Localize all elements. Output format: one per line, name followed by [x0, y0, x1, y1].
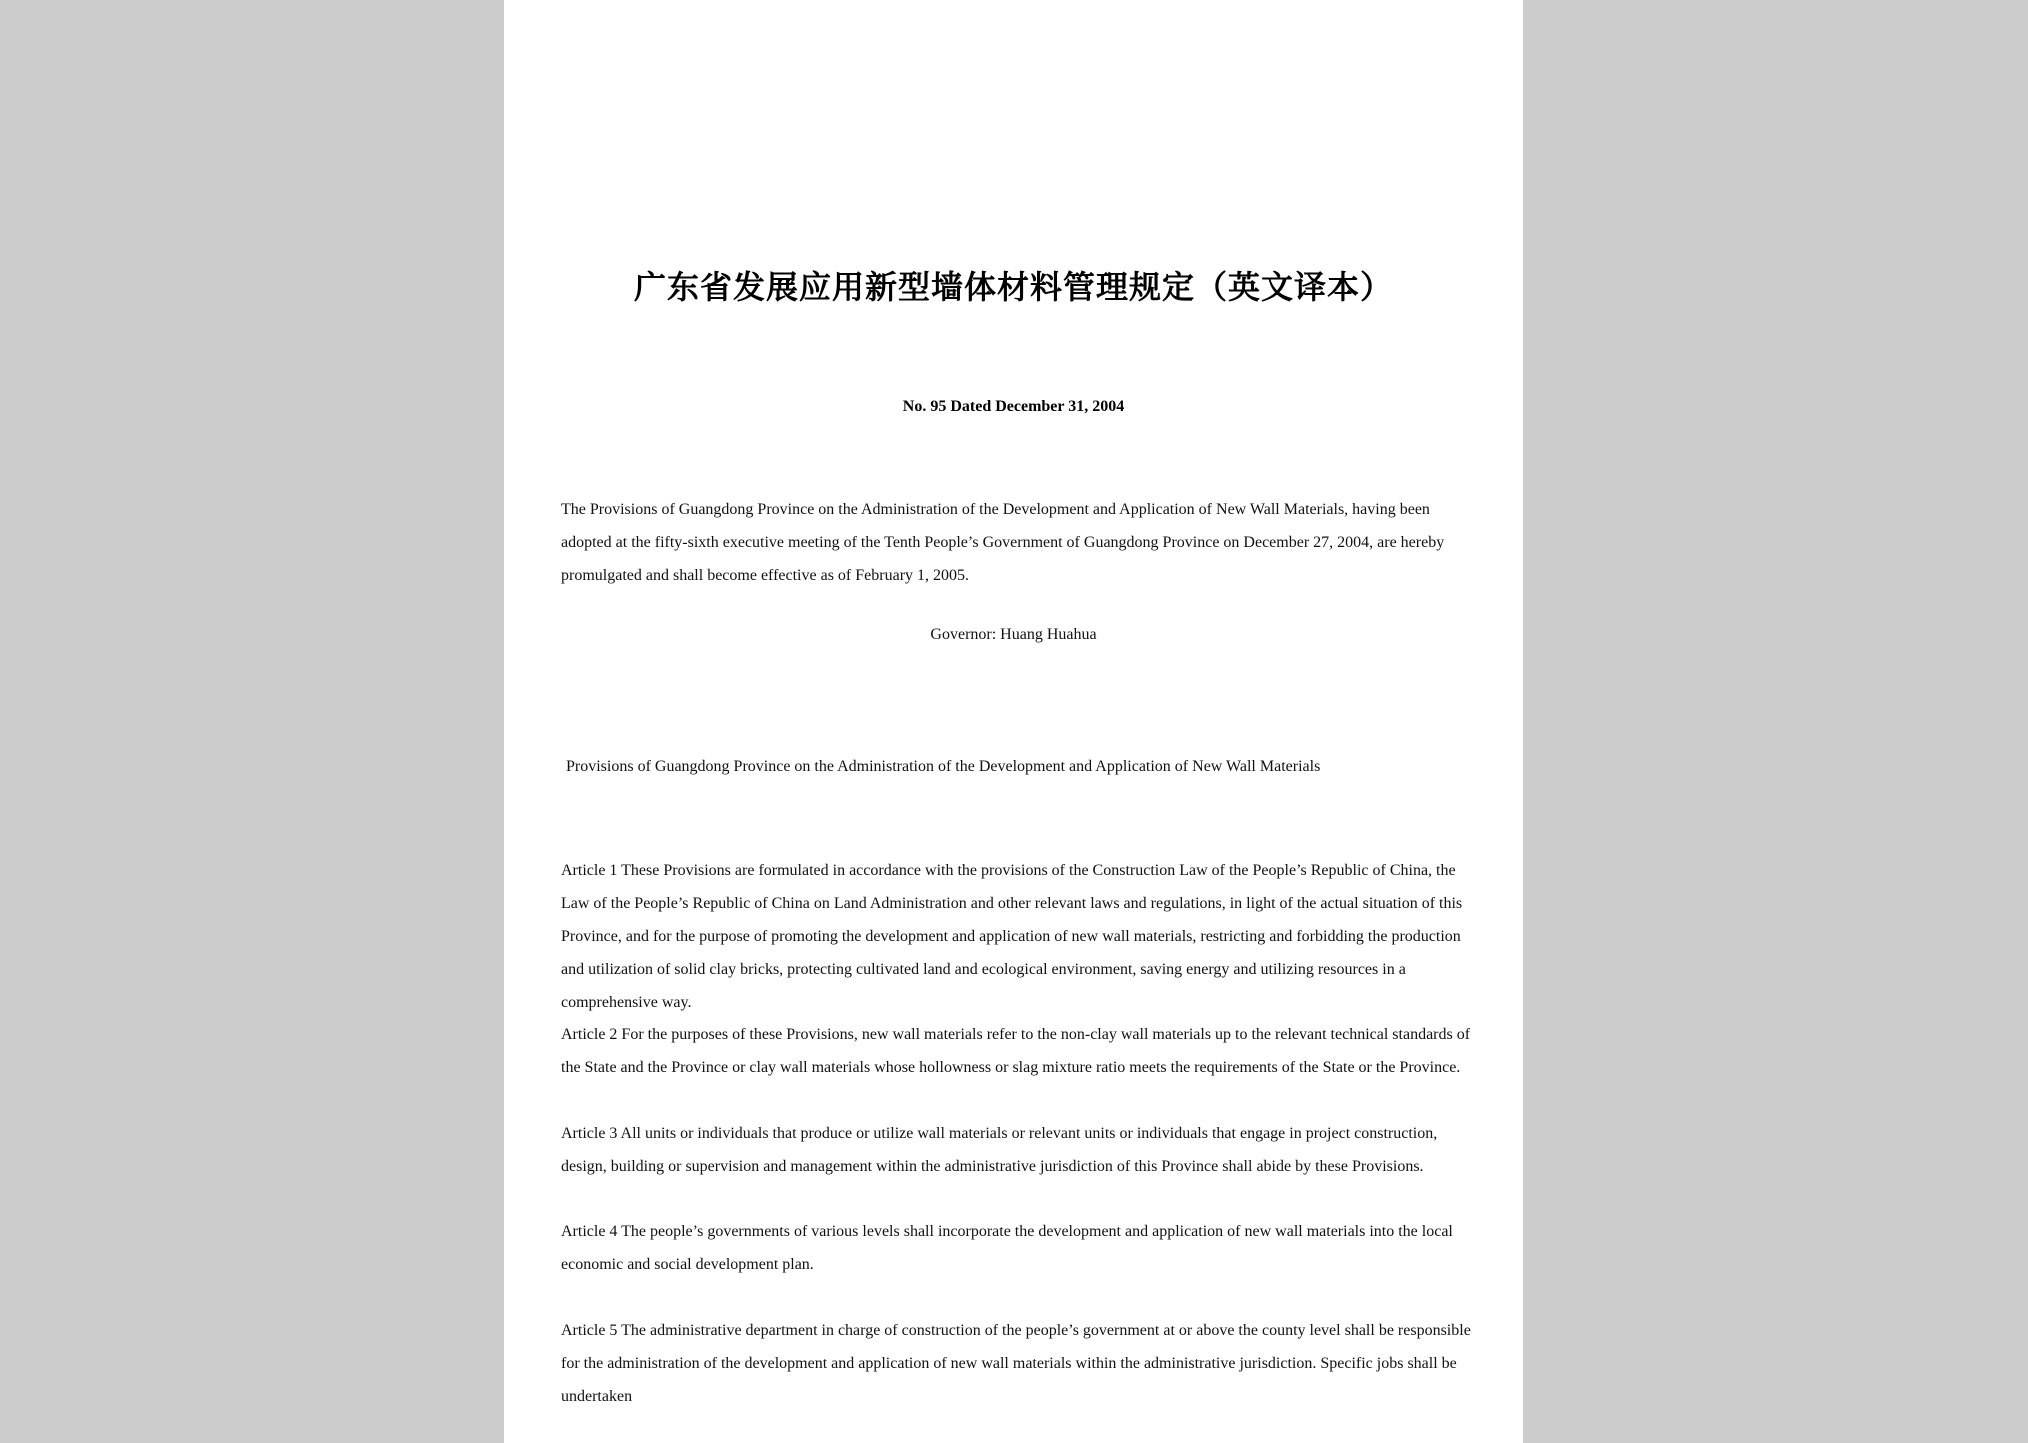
- document-title: 广东省发展应用新型墙体材料管理规定（英文译本）: [633, 268, 1393, 306]
- article-2: Article 2 For the purposes of these Provisions, new wall materials refer to the non-clay wall materials up to the relevant technical standards of the State and the Province or clay wall materials whose hollowness or slag mixture ratio meets the requirements of the State or the Province.: [561, 1026, 1471, 1076]
- document-page: [504, 0, 1523, 1443]
- governor-signature: Governor: Huang Huahua: [930, 626, 1097, 643]
- document-number: No. 95 Dated December 31, 2004: [902, 398, 1125, 415]
- article-5: Article 5 The administrative department in charge of construction of the people’s government at or above the county level shall be responsible for the administration of the development and application of new wall materials within the administrative jurisdiction. Specific jobs shall be undertaken: [561, 1322, 1471, 1405]
- article-4: Article 4 The people’s governments of various levels shall incorporate the development and application of new wall materials into the local economic and social development plan.: [561, 1223, 1453, 1273]
- article-3: Article 3 All units or individuals that produce or utilize wall materials or relevant units or individuals that engage in project construction, design, building or supervision and management within the administrative jurisdiction of this Province shall abide by these Provisions.: [561, 1125, 1438, 1175]
- promulgation-paragraph: The Provisions of Guangdong Province on the Administration of the Development and Application of New Wall Materials, having been adopted at the fifty-sixth executive meeting of the Tenth People’s Government of Guangdong Province on December 27, 2004, are hereby promulgated and shall become effective as of February 1, 2005.: [561, 501, 1445, 584]
- article-1: Article 1 These Provisions are formulated in accordance with the provisions of the Construction Law of the People’s Republic of China, the Law of the People’s Republic of China on Land Administration and other relevant laws and regulations, in light of the actual situation of this Province, and for the purpose of promoting the development and application of new wall materials, restricting and forbidding the production and utilization of solid clay bricks, protecting cultivated land and ecological environment, saving energy and utilizing resources in a comprehensive way.: [561, 862, 1463, 1011]
- provisions-subtitle: Provisions of Guangdong Province on the Administration of the Development and Application of New Wall Materials: [566, 758, 1321, 775]
